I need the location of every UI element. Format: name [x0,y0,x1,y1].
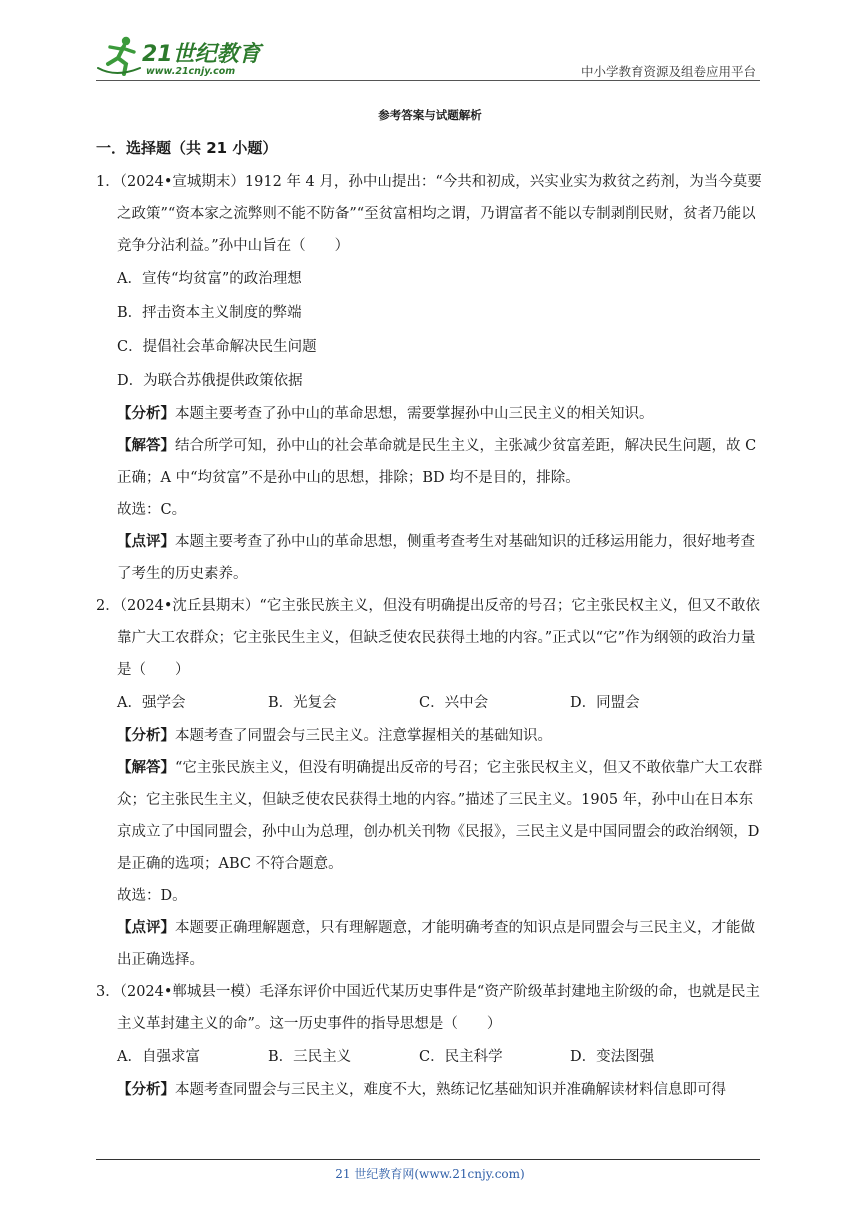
option-c: C．民主科学 [419,1049,503,1065]
option-b: B．三民主义 [268,1049,352,1065]
comment-tag: 【点评】 [117,533,175,550]
analysis [96,1074,764,1106]
answer-tag: 【解答】 [117,759,175,776]
option-b: B．抨击资本主义制度的弊端 [117,305,302,321]
header-divider [96,80,760,81]
logo-title: 21世纪教育 [142,42,261,67]
footer-text: 21 世纪教育网(www.21cnjy.com) [335,1167,525,1181]
comment [96,526,764,590]
question-stem: 1．（2024•宣城期末）1912 年 4 月，孙中山提出：“今共和初成，兴实业实为救贫之药剂，为当今莫要之政策”“资本家之流弊则不能不防备”“至贫富相均之谓，乃谓富者不能以专制剥削民财，贫者乃能以竞争分沾利益。”孙中山旨在（ ） [96,174,762,254]
analysis-text: 本题考查同盟会与三民主义，难度不大，熟练记忆基础知识并准确解读材料信息即可得 [175,1082,726,1098]
document-body [96,134,764,1106]
comment [96,912,764,976]
option-a: A．强学会 [117,695,186,711]
question-3 [96,976,764,1106]
answer [96,752,764,880]
analysis-tag: 【分析】 [117,405,175,422]
comment-text: 本题要正确理解题意，只有理解题意，才能明确考查的知识点是同盟会与三民主义，才能做出正确选择。 [117,920,755,968]
platform-name: 中小学教育资源及组卷应用平台 [580,64,756,79]
page-header [96,30,760,80]
logo-url: www.21cnjy.com [146,66,236,77]
option-a: A．宣传“均贫富”的政治理想 [117,271,302,287]
comment-tag: 【点评】 [117,919,175,936]
answer-text: “它主张民族主义，但没有明确提出反帝的号召；它主张民权主义，但又不敢依靠广大工农群众；它主张民生主义，但缺乏使农民获得土地的内容。”描述了三民主义。1905 年，孙中山在日本东京成立了中国同盟会，孙中山为总理，创办机关刊物《民报》，三民主义是中国同盟会的政治纲领，D 是正确的选项；ABC 不符合题意。 [117,760,763,872]
footer-divider [96,1159,760,1160]
question-stem: 2．（2024•沈丘县期末）“它主张民族主义，但没有明确提出反帝的号召；它主张民权主义，但又不敢依靠广大工农群众；它主张民生主义，但缺乏使农民获得土地的内容。”正式以“它”作为纲领的政治力量是（ ） [96,598,760,678]
option-d: D．为联合苏俄提供政策依据 [117,373,303,389]
comment-text: 本题主要考查了孙中山的革命思想，侧重考查考生对基础知识的迁移运用能力，很好地考查了考生的历史素养。 [117,534,755,582]
options-row [96,1040,764,1074]
analysis-text: 本题主要考查了孙中山的革命思想，需要掌握孙中山三民主义的相关知识。 [175,406,654,422]
answer-text: 结合所学可知，孙中山的社会革命就是民生主义，主张减少贫富差距，解决民生问题，故 C 正确；A 中“均贫富”不是孙中山的思想，排除；BD 均不是目的，排除。 [117,438,757,486]
page-title: 参考答案与试题解析 [378,108,482,122]
option-c: C．兴中会 [419,695,489,711]
analysis [96,398,764,430]
question-stem: 3．（2024•郸城县一模）毛泽东评价中国近代某历史事件是“资产阶级革封建地主阶级的命，也就是民主主义革封建主义的命”。这一历史事件的指导思想是（ ） [96,984,760,1032]
analysis [96,720,764,752]
answer [96,430,764,494]
choice: 故选：C。 [117,502,187,518]
runner-icon [98,37,140,74]
section-heading: 一．选择题（共 21 小题） [96,139,278,157]
option-d: D．同盟会 [570,695,640,711]
option-d: D．变法图强 [570,1049,655,1065]
options-row [96,686,764,720]
option-a: A．自强求富 [117,1049,200,1065]
option-b: B．光复会 [268,695,337,711]
option-c: C．提倡社会革命解决民生问题 [117,339,317,355]
logo [96,34,266,78]
answer-tag: 【解答】 [117,437,175,454]
question-2 [96,590,764,976]
analysis-tag: 【分析】 [117,727,175,744]
question-1 [96,166,764,590]
analysis-text: 本题考查了同盟会与三民主义。注意掌握相关的基础知识。 [175,728,552,744]
analysis-tag: 【分析】 [117,1081,175,1098]
choice: 故选：D。 [117,888,187,904]
